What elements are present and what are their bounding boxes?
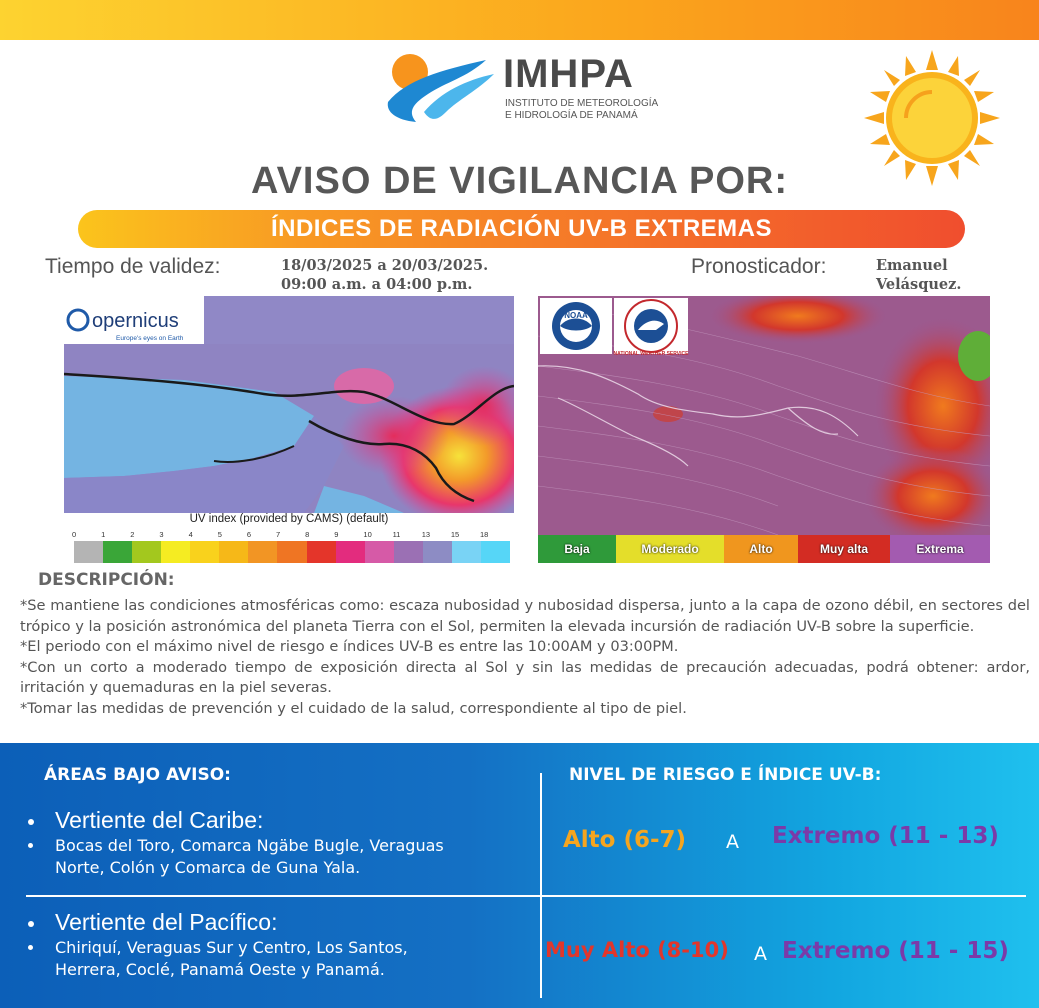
panel-vertical-divider <box>540 773 542 998</box>
areas-panel <box>0 743 1039 1008</box>
pacifico-risk-to: Extremo (11 - 15) <box>782 938 1009 964</box>
uv-scale-swatch <box>481 541 510 563</box>
uv-scale-number: 5 <box>217 530 222 539</box>
bullet-icon <box>28 945 33 950</box>
validity-hours: 09:00 a.m. a 04:00 p.m. <box>281 276 473 293</box>
uv-scale-swatch <box>190 541 219 563</box>
uv-scale-swatch <box>336 541 365 563</box>
risk-heading: NIVEL DE RIESGO E ÍNDICE UV-B: <box>569 765 882 785</box>
uv-scale-swatch <box>365 541 394 563</box>
uv-scale-number: 0 <box>72 530 77 539</box>
description-body <box>20 596 1030 720</box>
uv-scale-numbers <box>64 530 514 540</box>
logo-subtitle <box>505 98 675 122</box>
noaa-logo-text: NOAA <box>564 311 588 320</box>
uv-scale-number: 2 <box>130 530 135 539</box>
uv-scale-swatch <box>452 541 481 563</box>
logo-subtitle-line2: E HIDROLOGÍA DE PANAMÁ <box>505 110 638 121</box>
top-color-bar <box>0 0 1039 40</box>
forecaster-label: Pronosticador: <box>691 255 827 278</box>
uv-scale-swatch <box>103 541 132 563</box>
panel-horizontal-divider <box>26 895 1026 897</box>
validity-label: Tiempo de validez: <box>45 255 221 278</box>
validity-dates: 18/03/2025 a 20/03/2025. <box>281 257 489 274</box>
nws-logo-text: NATIONAL WEATHER SERVICE <box>613 351 689 357</box>
imhpa-logo <box>386 50 666 130</box>
uv-scale-swatch <box>248 541 277 563</box>
uv-scale-title: UV index (provided by CAMS) (default) <box>189 513 389 525</box>
caribe-risk-from: Alto (6-7) <box>563 827 687 853</box>
pacifico-areas-line1: Chiriquí, Veraguas Sur y Centro, Los Santos, <box>55 938 408 957</box>
uv-scale-number: 1 <box>101 530 106 539</box>
uv-scale-number: 6 <box>246 530 252 539</box>
noaa-legend-item: Alto <box>724 535 798 563</box>
noaa-legend-item: Baja <box>538 535 616 563</box>
caribe-risk-separator: A <box>726 831 739 853</box>
caribe-title: Vertiente del Caribe: <box>55 807 264 833</box>
page-title: AVISO DE VIGILANCIA POR: <box>250 160 789 202</box>
uv-scale-swatch <box>277 541 306 563</box>
bullet-icon <box>28 819 34 825</box>
areas-heading: ÁREAS BAJO AVISO: <box>44 765 231 785</box>
copernicus-tagline: Europe's eyes on Earth <box>116 335 184 342</box>
uv-scale-number: 3 <box>159 530 164 539</box>
warning-banner: ÍNDICES DE RADIACIÓN UV-B EXTREMAS <box>78 210 965 248</box>
uv-scale-number: 18 <box>480 530 489 539</box>
description-paragraph: *El periodo con el máximo nivel de riesgo e índices UV-B es entre las 10:00AM y 03:00PM. <box>20 638 679 656</box>
uv-scale-bar <box>74 541 510 563</box>
uv-scale-swatch <box>219 541 248 563</box>
uv-scale-swatch <box>394 541 423 563</box>
uv-scale-swatch <box>423 541 452 563</box>
noaa-legend-item: Extrema <box>890 535 990 563</box>
noaa-legend-item: Moderado <box>616 535 724 563</box>
noaa-uv-legend <box>538 535 990 563</box>
pacifico-risk-separator: A <box>754 943 767 965</box>
uv-scale-number: 4 <box>188 530 193 539</box>
noaa-legend-item: Muy alta <box>798 535 890 563</box>
caribe-risk-to: Extremo (11 - 13) <box>772 823 999 849</box>
uv-scale-number: 13 <box>421 530 431 539</box>
uv-scale-number: 15 <box>450 530 460 539</box>
bullet-icon <box>28 921 34 927</box>
uv-scale-swatch <box>161 541 190 563</box>
pacifico-areas-line2: Herrera, Coclé, Panamá Oeste y Panamá. <box>55 960 385 979</box>
uv-scale-number: 11 <box>392 530 401 539</box>
uv-scale-number: 10 <box>363 530 372 539</box>
uv-scale-swatch <box>132 541 161 563</box>
uv-scale-swatch <box>307 541 336 563</box>
description-paragraph: *Se mantiene las condiciones atmosféricas como: escaza nubosidad y nubosidad dispersa, junto a la capa de ozono débil, en sectores del trópico y la posición astronómica del planeta Tierra con el Sol, permiten la elevada incursión de radiación UV-B sobre la superficie. <box>20 597 1030 635</box>
bullet-icon <box>28 843 33 848</box>
description-heading: DESCRIPCIÓN: <box>38 570 175 590</box>
forecaster-first-name: Emanuel <box>876 257 948 274</box>
uv-scale-number: 8 <box>305 530 310 539</box>
description-paragraph: *Tomar las medidas de prevención y el cuidado de la salud, correspondiente al tipo de piel. <box>20 699 687 717</box>
logo-subtitle-line1: INSTITUTO DE METEOROLOGÍA <box>505 98 659 109</box>
logo-name: IMHPA <box>503 52 634 96</box>
caribe-areas-line1: Bocas del Toro, Comarca Ngäbe Bugle, Veraguas <box>55 836 444 855</box>
description-paragraph: *Con un corto a moderado tiempo de exposición directa al Sol y sin las medidas de precaución adecuadas, podrá obtener: ardor, irritación y quemaduras en la piel severas. <box>20 658 1030 697</box>
uv-scale-number: 7 <box>276 530 281 539</box>
forecaster-last-name: Velásquez. <box>876 276 962 293</box>
pacifico-title: Vertiente del Pacífico: <box>55 909 278 935</box>
uv-scale-swatch <box>74 541 103 563</box>
copernicus-brand: opernicus <box>92 310 179 332</box>
copernicus-uv-map <box>64 296 514 513</box>
pacifico-risk-from: Muy Alto (8-10) <box>545 938 729 962</box>
noaa-uv-map <box>538 296 990 535</box>
caribe-areas-line2: Norte, Colón y Comarca de Guna Yala. <box>55 858 361 877</box>
imhpa-logo-mark-icon <box>386 50 496 130</box>
uv-scale-number: 9 <box>334 530 339 539</box>
